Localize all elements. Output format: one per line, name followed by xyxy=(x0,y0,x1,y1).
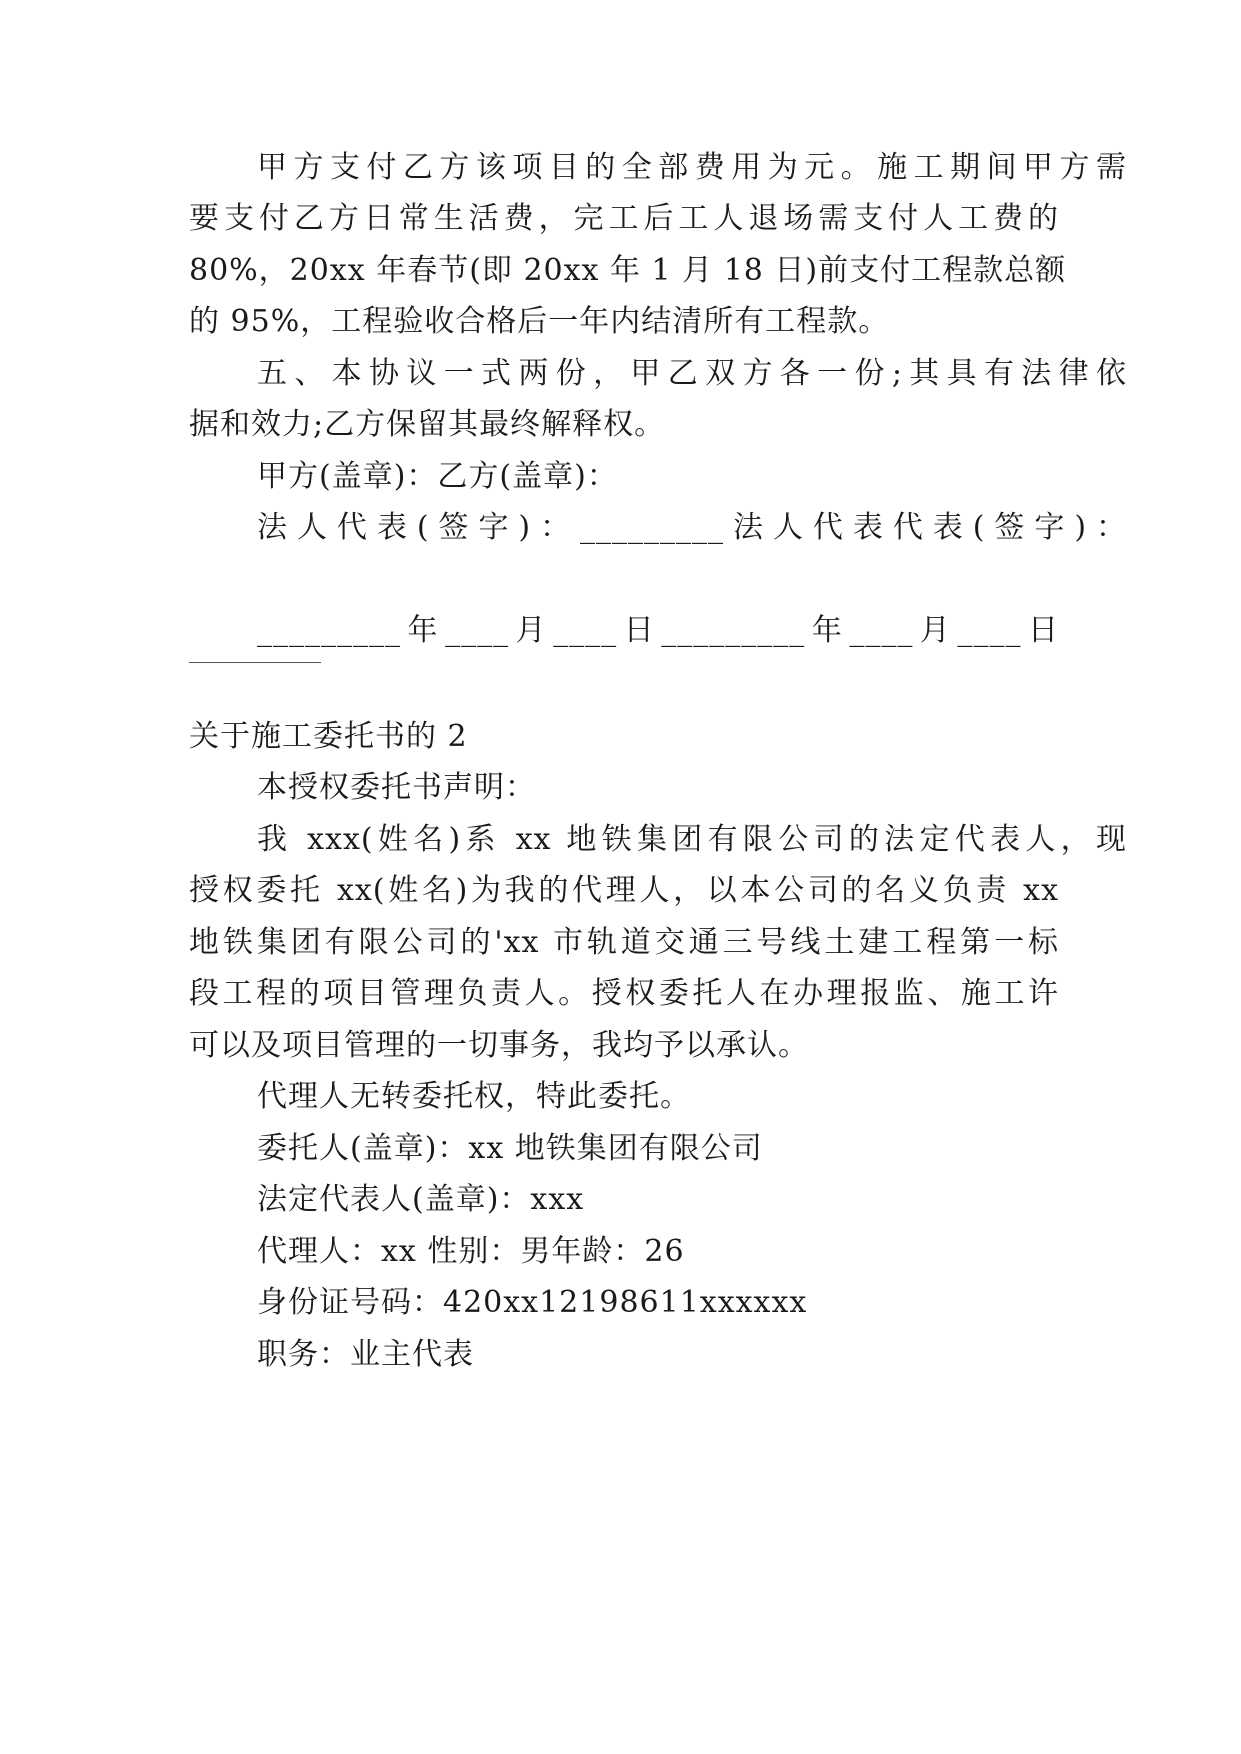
agent-info-line: 代理人：xx 性别：男年龄：26 xyxy=(257,1234,685,1269)
signature-blank xyxy=(189,662,321,663)
principal-line: 委托人(盖章)：xx 地铁集团有限公司 xyxy=(257,1131,763,1166)
date-line: _________年____月____日_________年____月____日 xyxy=(257,613,1059,648)
legal-rep-signature-line: 法人代表(签字)：_________法人代表代表(签字)： xyxy=(257,510,1127,545)
body-line-4: 段工程的项目管理负责人。授权委托人在办理报监、施工许 xyxy=(189,976,1059,1011)
section-title: 关于施工委托书的 2 xyxy=(189,719,468,754)
body-line-5: 可以及项目管理的一切事务，我均予以承认。 xyxy=(189,1028,809,1063)
statement-intro: 本授权委托书声明： xyxy=(257,770,536,805)
clause5-line-2: 据和效力;乙方保留其最终解释权。 xyxy=(189,407,666,442)
clause5-line-1: 五、本协议一式两份，甲乙双方各一份;其具有法律依 xyxy=(257,356,1127,391)
no-transfer-note: 代理人无转委托权，特此委托。 xyxy=(257,1079,691,1114)
payment-line-1: 甲方支付乙方该项目的全部费用为元。施工期间甲方需 xyxy=(257,150,1127,185)
body-line-1: 我 xxx(姓名)系 xx 地铁集团有限公司的法定代表人，现 xyxy=(257,822,1127,857)
party-seal-line: 甲方(盖章)：乙方(盖章)： xyxy=(257,459,618,494)
payment-line-4: 的 95%，工程验收合格后一年内结清所有工程款。 xyxy=(189,304,890,339)
body-line-2: 授权委托 xx(姓名)为我的代理人，以本公司的名义负责 xx xyxy=(189,873,1059,908)
position-line: 职务：业主代表 xyxy=(257,1337,474,1372)
payment-line-3: 80%，20xx 年春节(即 20xx 年 1 月 18 日)前支付工程款总额 xyxy=(189,253,1067,288)
body-line-3: 地铁集团有限公司的'xx 市轨道交通三号线土建工程第一标 xyxy=(189,925,1059,960)
legal-rep-line: 法定代表人(盖章)：xxx xyxy=(257,1182,585,1217)
payment-line-2: 要支付乙方日常生活费，完工后工人退场需支付人工费的 xyxy=(189,201,1059,236)
id-number-line: 身份证号码：420xx12198611xxxxxx xyxy=(257,1285,808,1320)
